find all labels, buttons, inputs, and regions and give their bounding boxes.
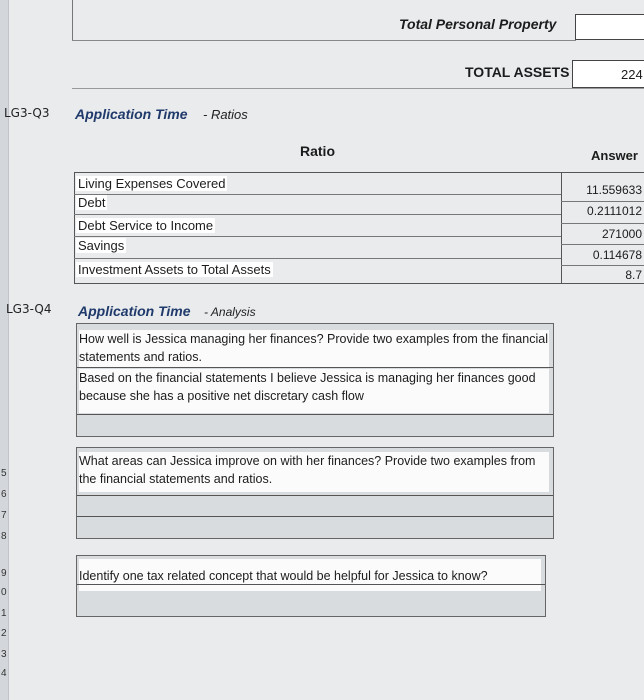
total-assets-cell[interactable]	[572, 60, 644, 88]
row-number: 4	[1, 668, 7, 679]
row-divider	[77, 367, 553, 368]
total-personal-property-cell[interactable]	[575, 14, 644, 40]
q4-subtitle: - Analysis	[204, 305, 256, 319]
total-personal-property-label: Total Personal Property	[399, 16, 557, 32]
q3-title: Application Time	[75, 106, 188, 122]
q3-code: LG3-Q3	[4, 106, 50, 120]
ratio-row[interactable]	[74, 215, 644, 241]
answer-1-extra-row[interactable]	[77, 415, 553, 435]
ratio-header: Ratio	[300, 143, 335, 159]
question-2-box	[76, 447, 554, 539]
row-number: 7	[1, 510, 7, 521]
answer-1-text[interactable]: Based on the financial statements I believe Jessica is managing her finances good because she has a positive net discretary cash flow	[79, 369, 549, 413]
ratio-label: Living Expenses Covered	[78, 176, 226, 191]
answer-3-row[interactable]	[77, 585, 545, 605]
ratio-row[interactable]	[74, 194, 644, 218]
row-number: 5	[1, 468, 7, 479]
answer-2-row-2[interactable]	[77, 517, 553, 537]
ratio-row[interactable]	[74, 173, 644, 197]
row-number: 9	[1, 568, 7, 579]
divider	[72, 40, 576, 41]
question-2-text: What areas can Jessica improve on with her finances? Provide two examples from the financial statements and ratios.	[79, 452, 549, 492]
row-number: 0	[1, 587, 7, 598]
answer-2-row-1[interactable]	[77, 496, 553, 516]
row-number: 1	[1, 608, 7, 619]
ratio-value: 8.7	[625, 268, 642, 282]
row-number: 3	[1, 649, 7, 660]
ratio-row[interactable]	[74, 259, 644, 280]
q4-title: Application Time	[78, 303, 191, 319]
row-number: 8	[1, 531, 7, 542]
q3-subtitle: - Ratios	[203, 107, 248, 122]
row-number: 6	[1, 489, 7, 500]
ratio-row[interactable]	[74, 236, 644, 262]
ratio-value: 11.559633	[586, 183, 642, 197]
ratio-label: Savings	[78, 238, 125, 253]
question-1-text: How well is Jessica managing her finances? Provide two examples from the financial statements and ratios.	[79, 330, 549, 368]
ratio-value: 271000	[601, 227, 642, 241]
ratio-label: Debt Service to Income	[78, 218, 214, 233]
divider	[72, 88, 644, 89]
q4-code: LG3-Q4	[6, 302, 52, 316]
total-assets-value: 224	[621, 67, 643, 82]
divider	[72, 0, 73, 40]
ratio-table	[74, 172, 644, 282]
table-border	[74, 283, 644, 284]
ratio-value: 0.114678	[592, 248, 642, 262]
answer-header: Answer	[591, 148, 638, 163]
question-1-box	[76, 323, 554, 437]
ratio-label: Debt	[78, 195, 106, 210]
total-assets-label: TOTAL ASSETS	[465, 64, 570, 80]
question-3-text: Identify one tax related concept that would be helpful for Jessica to know?	[79, 559, 541, 591]
ratio-value: 0.2111012	[587, 204, 642, 218]
row-number: 2	[1, 628, 7, 639]
ratio-label: Investment Assets to Total Assets	[78, 262, 271, 277]
question-3-box	[76, 555, 546, 617]
